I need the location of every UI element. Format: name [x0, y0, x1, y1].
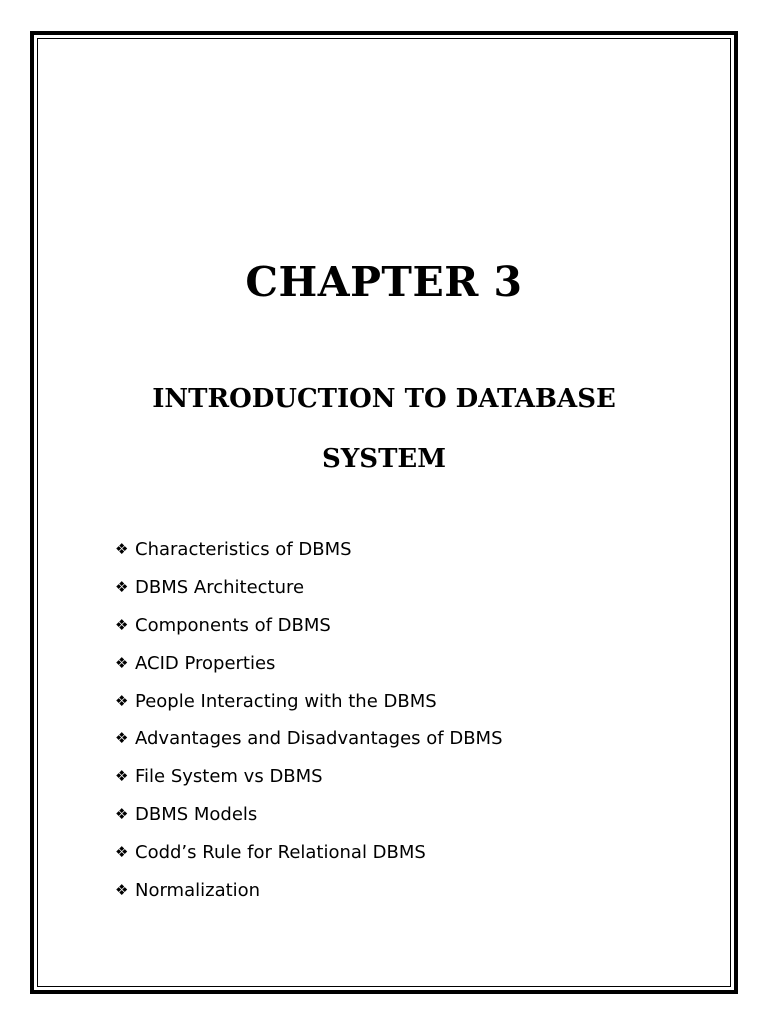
- diamond-bullet-icon: ❖: [115, 653, 129, 672]
- topic-label: ACID Properties: [135, 652, 276, 674]
- diamond-bullet-icon: ❖: [115, 842, 129, 861]
- diamond-bullet-icon: ❖: [115, 804, 129, 823]
- topic-label: People Interacting with the DBMS: [135, 690, 437, 712]
- topic-label: Components of DBMS: [135, 614, 331, 636]
- topic-label: DBMS Models: [135, 803, 258, 825]
- diamond-bullet-icon: ❖: [115, 729, 129, 748]
- topic-list: [115, 531, 503, 909]
- diamond-bullet-icon: ❖: [115, 691, 129, 710]
- list-item: [115, 607, 503, 645]
- topic-label: DBMS Architecture: [135, 577, 305, 599]
- list-item: [115, 871, 503, 909]
- list-item: [115, 531, 503, 569]
- list-item: [115, 569, 503, 607]
- diamond-bullet-icon: ❖: [115, 767, 129, 786]
- chapter-subtitle-line-1: INTRODUCTION TO DATABASE: [152, 384, 616, 414]
- chapter-title: CHAPTER 3: [245, 258, 523, 306]
- chapter-subtitle-line-2: SYSTEM: [321, 444, 447, 474]
- topic-label: Codd’s Rule for Relational DBMS: [135, 841, 426, 863]
- list-item: [115, 833, 503, 871]
- diamond-bullet-icon: ❖: [115, 578, 129, 597]
- diamond-bullet-icon: ❖: [115, 615, 129, 634]
- topic-label: File System vs DBMS: [135, 766, 323, 788]
- diamond-bullet-icon: ❖: [115, 540, 129, 559]
- list-item: [115, 644, 503, 682]
- list-item: [115, 758, 503, 796]
- topic-label: Advantages and Disadvantages of DBMS: [135, 728, 503, 750]
- diamond-bullet-icon: ❖: [115, 880, 129, 899]
- list-item: [115, 682, 503, 720]
- topic-label: Normalization: [135, 879, 261, 901]
- list-item: [115, 796, 503, 834]
- topic-label: Characteristics of DBMS: [135, 539, 352, 561]
- list-item: [115, 720, 503, 758]
